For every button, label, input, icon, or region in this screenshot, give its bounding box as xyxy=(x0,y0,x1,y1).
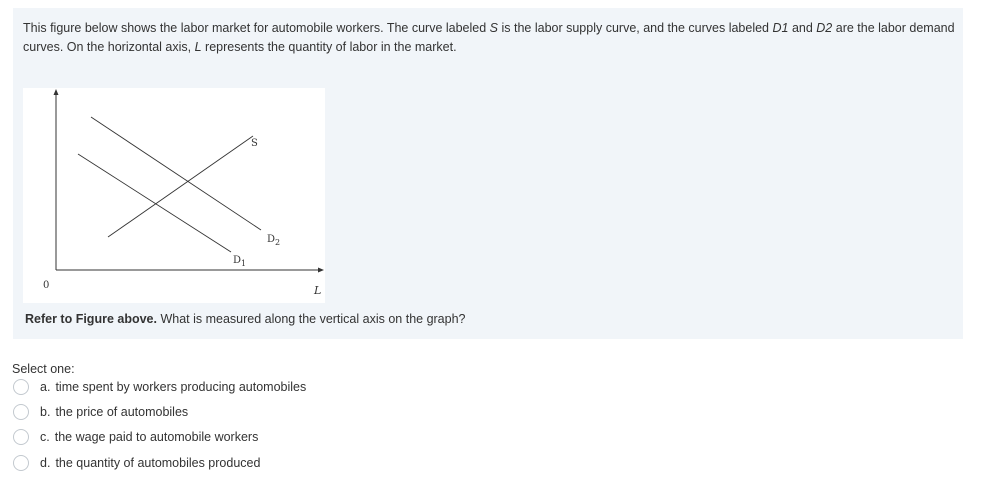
option-text: the price of automobiles xyxy=(55,405,189,419)
radio-button[interactable] xyxy=(13,429,29,445)
answer-option-c[interactable] xyxy=(13,427,258,447)
radio-button[interactable] xyxy=(13,379,29,395)
radio-button[interactable] xyxy=(13,455,29,471)
question-intro xyxy=(23,19,958,57)
question-text-panel xyxy=(13,8,963,339)
question-prompt xyxy=(25,312,466,326)
select-one-label: Select one: xyxy=(12,362,75,376)
intro-part: This figure below shows the labor market for automobile workers. The curve labeled xyxy=(23,21,490,35)
labor-market-figure xyxy=(23,88,325,303)
option-text: the wage paid to automobile workers xyxy=(54,430,259,444)
option-letter: c. xyxy=(40,430,50,444)
answer-option-a[interactable] xyxy=(13,377,306,397)
intro-part: represents the quantity of labor in the market. xyxy=(201,40,457,54)
labor-market-graph xyxy=(23,88,325,303)
prompt-bold: Refer to Figure above. xyxy=(25,312,157,326)
demand-curve-d1 xyxy=(78,154,231,252)
answer-option-b[interactable] xyxy=(13,402,188,422)
d1-label: D xyxy=(233,255,242,266)
option-text: the quantity of automobiles produced xyxy=(55,456,261,470)
origin-label: 0 xyxy=(43,280,50,291)
intro-d1-symbol: D1 xyxy=(772,21,789,35)
vertical-axis-arrow xyxy=(54,89,59,95)
x-axis-label: L xyxy=(314,284,322,297)
intro-d2-symbol: D2 xyxy=(816,21,833,35)
intro-part: are the labor demand curves. On the horizontal axis, xyxy=(23,21,955,54)
supply-curve xyxy=(108,136,253,237)
prompt-rest: What is measured along the vertical axis on the graph? xyxy=(156,312,466,326)
intro-supply-symbol: S xyxy=(489,21,499,35)
option-letter: a. xyxy=(40,380,51,394)
radio-button[interactable] xyxy=(13,404,29,420)
option-text: time spent by workers producing automobiles xyxy=(55,380,307,394)
d2-subscript: 2 xyxy=(275,238,281,247)
answer-option-d[interactable] xyxy=(13,453,260,473)
demand-curve-d2 xyxy=(91,117,261,230)
intro-part: is the labor supply curve, and the curves labeled xyxy=(498,21,773,35)
d2-label: D xyxy=(267,234,276,245)
d1-subscript: 1 xyxy=(241,259,247,268)
intro-part: and xyxy=(788,21,817,35)
option-letter: b. xyxy=(40,405,51,419)
intro-l-symbol: L xyxy=(194,40,202,54)
supply-curve-label: S xyxy=(251,138,258,149)
horizontal-axis-arrow xyxy=(318,268,324,273)
option-letter: d. xyxy=(40,456,51,470)
